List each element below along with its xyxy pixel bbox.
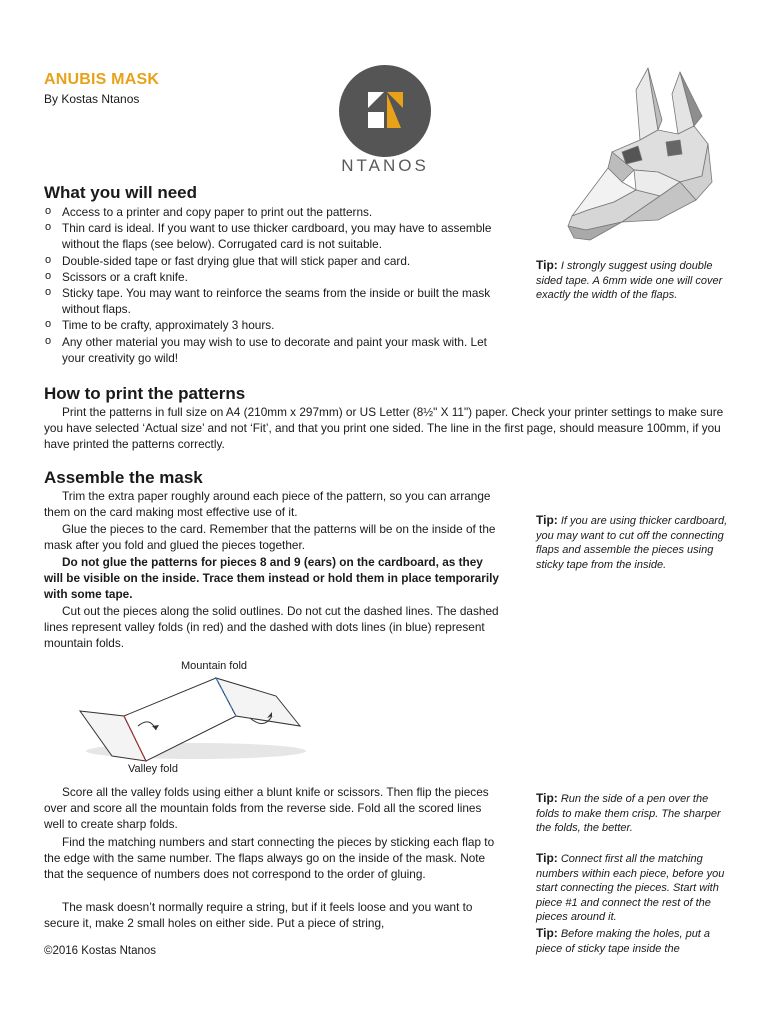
- section-heading-needs: What you will need: [44, 183, 198, 202]
- tip-text: Connect first all the matching numbers within each piece, before you start connecting the pieces. Start with piece #1 and connect the rest of the pieces around it.: [536, 853, 725, 924]
- list-item: o Any other material you may wish to use to decorate and paint your mask with. Let your creativity go wild!: [44, 334, 499, 366]
- assemble-paragraph-6: Find the matching numbers and start connecting the pieces by sticking each flap to the edge with the same number. The flaps always go on the inside of the mask. Note that the sequence of numbers does not correspond to the order of gluing.: [44, 835, 495, 882]
- tip-label: Tip:: [536, 926, 558, 940]
- ntanos-logo: [338, 64, 432, 179]
- mountain-fold-label: Mountain fold: [181, 660, 248, 672]
- tip-box: [536, 791, 731, 836]
- print-paragraph: Print the patterns in full size on A4 (210mm x 297mm) or US Letter (8½" X 11") paper. Check your printer settings to make sure you have selected ‘Actual size’ and not ‘Fit’, and that you print one sided. The line in the first page, should measure 100mm, if you have printed the patterns correctly.: [44, 405, 724, 452]
- section-heading-print: How to print the patterns: [44, 384, 246, 403]
- anubis-mask-illustration: [562, 60, 726, 250]
- tip-text: Before making the holes, put a piece of sticky tape inside the: [536, 928, 711, 955]
- list-item: o Double-sided tape or fast drying glue that will stick paper and card.: [44, 253, 499, 269]
- assemble-paragraph-5: Score all the valley folds using either a blunt knife or scissors. Then flip the pieces over and score all the mountain folds from the reverse side. Fold all the scored lines well to create sharp folds.: [44, 785, 489, 832]
- tip-box: [536, 851, 731, 925]
- list-item: o Time to be crafty, approximately 3 hours.: [44, 317, 499, 333]
- tip-box: [536, 513, 731, 572]
- needs-list: [44, 204, 499, 366]
- copyright-footer: ©2016 Kostas Ntanos: [44, 945, 157, 957]
- assemble-paragraph-1: Trim the extra paper roughly around each piece of the pattern, so you can arrange them on the card making most effective use of it.: [44, 489, 491, 520]
- tip-box: [536, 258, 731, 303]
- fold-diagram: [76, 656, 316, 781]
- document-title: ANUBIS MASK: [44, 71, 160, 88]
- list-item: o Sticky tape. You may want to reinforce the seams from the inside or built the mask without flaps.: [44, 285, 499, 317]
- assemble-paragraph-2: Glue the pieces to the card. Remember that the patterns will be on the inside of the mask after you fold and glued the pieces together.: [44, 522, 496, 553]
- assemble-paragraph-7: The mask doesn’t normally require a string, but if it feels loose and you want to secure it, make 2 small holes on either side. Put a piece of string,: [44, 900, 473, 931]
- tip-label: Tip:: [536, 258, 558, 272]
- list-item: o Access to a printer and copy paper to print out the patterns.: [44, 204, 499, 220]
- list-item: o Scissors or a craft knife.: [44, 269, 499, 285]
- tip-label: Tip:: [536, 513, 558, 527]
- tip-label: Tip:: [536, 791, 558, 805]
- author-byline: By Kostas Ntanos: [44, 92, 140, 106]
- tip-text: Run the side of a pen over the folds to make them crisp. The sharper the folds, the better.: [536, 793, 721, 835]
- logo-mark-icon: [338, 64, 432, 158]
- valley-fold-label: Valley fold: [128, 763, 178, 775]
- tip-box: [536, 926, 731, 956]
- tip-text: If you are using thicker cardboard, you may want to cut off the connecting flaps and assemble the pieces using sticky tape from the inside.: [536, 515, 728, 571]
- tip-label: Tip:: [536, 851, 558, 865]
- assemble-paragraph-4: Cut out the pieces along the solid outlines. Do not cut the dashed lines. The dashed lines represent valley folds (in red) and the dashed with dots lines (in blue) represent mountain folds.: [44, 604, 499, 651]
- logo-wordmark: NTANOS: [341, 156, 429, 175]
- tip-text: I strongly suggest using double sided tape. A 6mm wide one will cover exactly the width of the flaps.: [536, 260, 723, 302]
- list-item: o Thin card is ideal. If you want to use thicker cardboard, you may have to assemble without the flaps (see below). Corrugated card is not suitable.: [44, 220, 499, 252]
- assemble-warning-paragraph: Do not glue the patterns for pieces 8 and 9 (ears) on the cardboard, as they will be visible on the inside. Trace them instead or hold them in place temporarily with some tape.: [44, 555, 499, 602]
- section-heading-assemble: Assemble the mask: [44, 468, 203, 487]
